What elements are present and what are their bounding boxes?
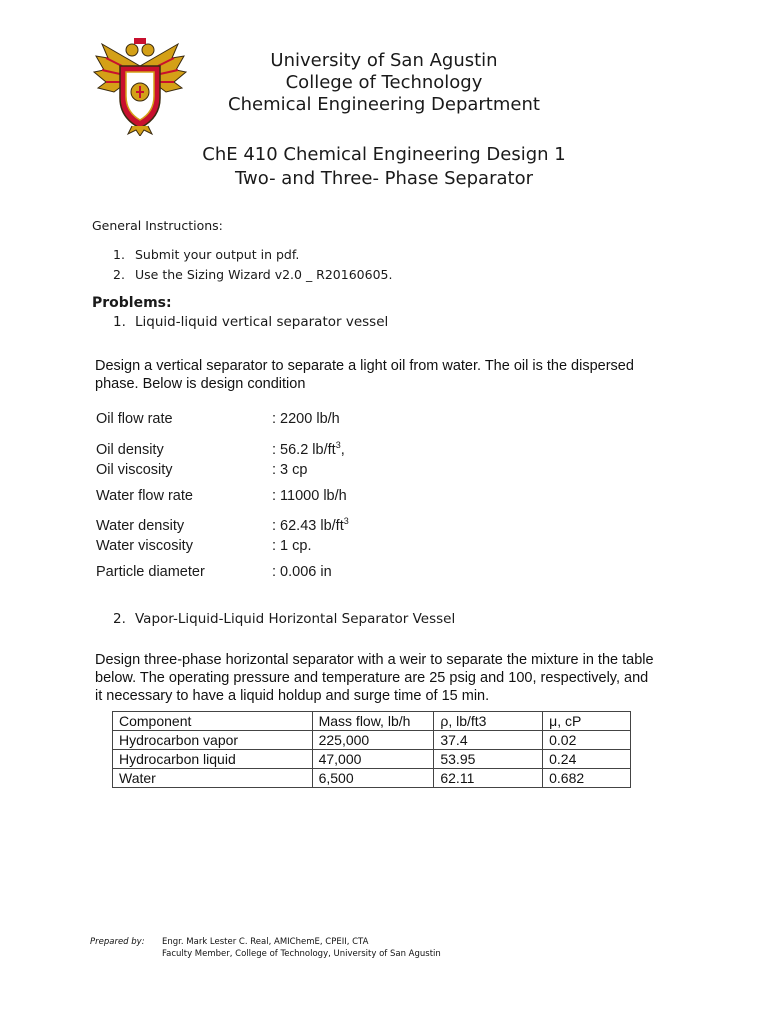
table-row	[113, 731, 631, 750]
condition-row: Oil density : 56.2 $lb/ft^3$,	[96, 440, 345, 458]
condition-row: Oil flow rate : 2200 lb/h	[96, 411, 340, 427]
table-header-cell: ρ, lb/ft3	[434, 712, 543, 731]
problem-2-title: 2. Vapor-Liquid-Liquid Horizontal Separator Vessel	[113, 611, 456, 627]
table-row	[113, 750, 631, 769]
footer	[90, 936, 690, 960]
preparer-name: Engr. Mark Lester C. Real, AMIChemE, CPEII, CTA	[162, 937, 369, 947]
condition-row: Water flow rate : 11000 lb/h	[96, 488, 347, 504]
table-row	[113, 769, 631, 788]
component-table	[112, 711, 631, 788]
table-cell: 53.95	[434, 750, 543, 769]
condition-row: Particle diameter : 0.006 in	[96, 564, 332, 580]
department-name: Chemical Engineering Department	[228, 94, 540, 115]
table-header-cell: Component	[113, 712, 313, 731]
college-name: College of Technology	[285, 72, 483, 93]
list-item: 1. Submit your output in pdf.	[113, 247, 300, 262]
table-header-cell: Mass flow, lb/h	[312, 712, 434, 731]
table-cell: 6,500	[312, 769, 434, 788]
table-cell: 47,000	[312, 750, 434, 769]
table-cell: 0.02	[543, 731, 631, 750]
problems-heading: Problems:	[92, 295, 172, 311]
table-cell: Water	[113, 769, 313, 788]
table-cell: 0.682	[543, 769, 631, 788]
table-cell: Hydrocarbon vapor	[113, 731, 313, 750]
condition-row: Water density : 62.43 $lb/ft^3$	[96, 516, 349, 534]
table-header-cell: μ, cP	[543, 712, 631, 731]
table-cell: 0.24	[543, 750, 631, 769]
preparer-position: Faculty Member, College of Technology, University of San Agustin	[162, 949, 441, 959]
condition-row: Oil viscosity : 3 cp	[96, 462, 308, 478]
table-cell: 37.4	[434, 731, 543, 750]
course-subtitle: Two- and Three- Phase Separator	[235, 168, 533, 189]
problem-2-statement: Design three-phase horizontal separator with a weir to separate the mixture in the table below. The operating pressure and temperature are 25 psig and 100, respectively, and it necessary to have a liquid holdup and surge time of 15 min.	[95, 652, 654, 704]
condition-row: Water viscosity : 1 cp.	[96, 538, 312, 554]
university-name: University of San Agustin	[270, 50, 498, 71]
table-cell: Hydrocarbon liquid	[113, 750, 313, 769]
course-header	[0, 143, 768, 191]
list-item: 2. Use the Sizing Wizard v2.0 _ R20160605.	[113, 267, 393, 282]
institution-header	[0, 50, 768, 116]
problem-1-statement: Design a vertical separator to separate a light oil from water. The oil is the dispersed phase. Below is design condition	[95, 358, 634, 392]
instructions-list	[113, 245, 392, 285]
prepared-by-label: Prepared by:	[90, 937, 145, 947]
problem-1-title: 1. Liquid-liquid vertical separator vessel	[113, 314, 389, 330]
instructions-heading: General Instructions:	[92, 218, 223, 233]
table-header-row	[113, 712, 631, 731]
table-cell: 62.11	[434, 769, 543, 788]
table-cell: 225,000	[312, 731, 434, 750]
course-title: ChE 410 Chemical Engineering Design 1	[202, 144, 566, 165]
